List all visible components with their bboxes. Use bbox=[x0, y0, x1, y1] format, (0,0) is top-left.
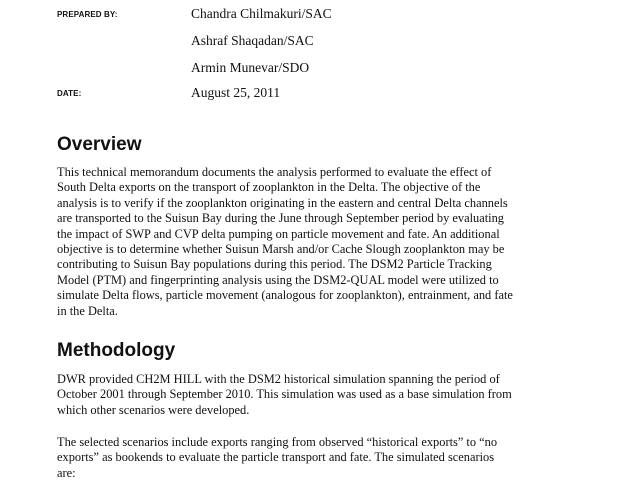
preparer-2: Ashraf Shaqadan/SAC bbox=[191, 33, 314, 48]
overview-line: the impact of SWP and CVP delta pumping on particle movement and fate. An additional bbox=[57, 226, 500, 241]
overview-line: contributing to Suisun Bay populations during this period. The DSM2 Particle Tracking bbox=[57, 257, 492, 272]
methodology-paragraph-1 bbox=[57, 372, 617, 418]
methodology-line: are: bbox=[57, 465, 76, 480]
date-label: DATE: bbox=[57, 89, 82, 98]
overview-line: South Delta exports on the transport of zooplankton in the Delta. The objective of the bbox=[57, 180, 481, 195]
methodology-line: The selected scenarios include exports ranging from observed “historical exports” to “no bbox=[57, 435, 498, 449]
methodology-line: DWR provided CH2M HILL with the DSM2 historical simulation spanning the period of bbox=[57, 372, 500, 386]
date-value: August 25, 2011 bbox=[191, 85, 281, 100]
overview-line: simulate Delta flows, particle movement (analogous for zooplankton), entrainment, and fate bbox=[57, 288, 513, 303]
preparer-1: Chandra Chilmakuri/SAC bbox=[191, 6, 332, 21]
overview-line: in the Delta. bbox=[57, 303, 118, 318]
prepared-by-label: PREPARED BY: bbox=[57, 10, 118, 19]
overview-line: analysis is to verify if the zooplankton originating in the eastern and central Delta channels bbox=[57, 195, 508, 210]
preparer-3: Armin Munevar/SDO bbox=[191, 60, 310, 75]
overview-line: objective is to determine whether Suisun Marsh and/or Cache Slough zooplankton may be bbox=[57, 242, 505, 257]
overview-line: are transported to the Suisun Bay during the June through September period by evaluating bbox=[57, 211, 504, 226]
methodology-line: exports” as bookends to evaluate the particle transport and fate. The simulated scenarios bbox=[57, 450, 495, 465]
methodology-heading: Methodology bbox=[57, 340, 176, 361]
methodology-line: October 2001 through September 2010. This simulation was used as a base simulation from bbox=[57, 387, 512, 402]
overview-heading: Overview bbox=[57, 134, 142, 155]
overview-line: This technical memorandum documents the analysis performed to evaluate the effect of bbox=[57, 165, 492, 179]
overview-line: Model (PTM) and fingerprinting analysis using the DSM2-QUAL model were utilized to bbox=[57, 272, 499, 287]
methodology-line: which other scenarios were developed. bbox=[57, 402, 250, 417]
overview-paragraph bbox=[57, 165, 617, 319]
methodology-paragraph-2 bbox=[57, 435, 617, 480]
